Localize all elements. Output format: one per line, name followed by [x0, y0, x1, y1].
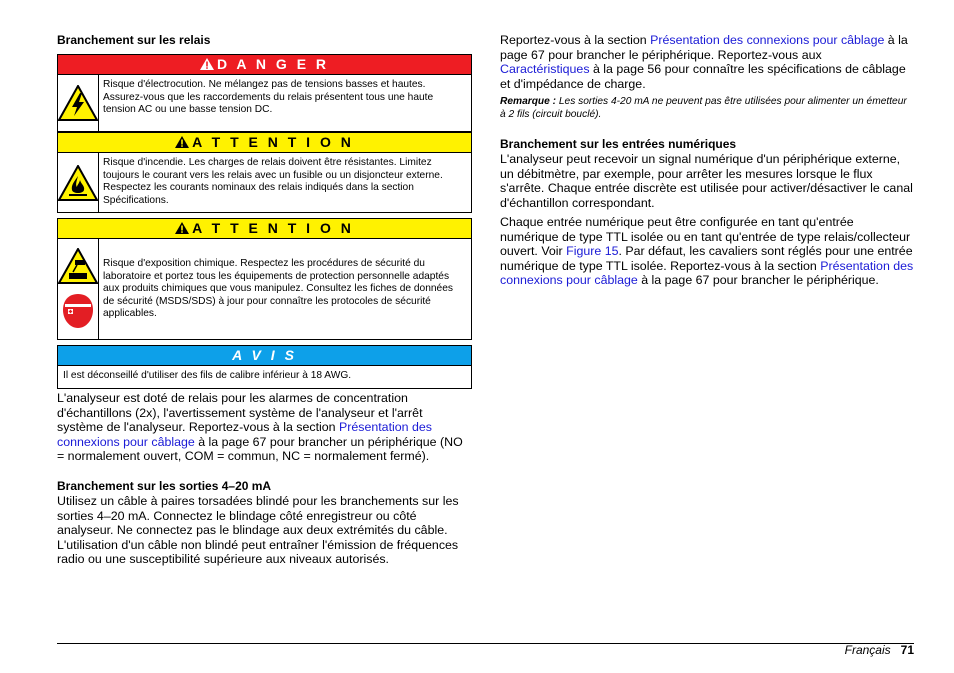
p1-text-a: Reportez-vous à la section	[500, 33, 651, 47]
page-number: 71	[900, 643, 914, 657]
danger-box	[57, 54, 472, 132]
p1-text-b: à la page 67 pour brancher le périphérique. Reportez-vous aux	[500, 33, 908, 62]
attention-fire-text: Risque d'incendie. Les charges de relais doivent être résistantes. Limitez toujours le courant vers les relais avec un fusible ou un disjoncteur externe. Respectez les courants nominaux des relais indiqués dans la section Spécifications.	[103, 157, 443, 206]
danger-icon-cell	[58, 75, 99, 131]
chemical-hazard-icon	[58, 248, 98, 284]
note-label: Remarque :	[500, 96, 557, 107]
note-text: Les sorties 4-20 mA ne peuvent pas être utilisées pour alimenter un émetteur à 2 fils (circuit bouclé).	[500, 96, 907, 120]
notice-text: Il est déconseillé d'utiliser des fils de calibre inférieur à 18 AWG.	[63, 370, 352, 381]
attention-fire-header	[58, 133, 471, 153]
attention-fire-label: A T T E N T I O N	[192, 134, 354, 150]
relay-para-text-a: L'analyseur est doté de relais pour les alarmes de concentration d'échantillons (2x), l'avertissement système de l'analyseur et l'arrêt système de l'analyseur. Reportez-vous à la section	[57, 391, 423, 435]
warning-triangle-icon	[175, 222, 189, 234]
warning-triangle-icon	[200, 58, 214, 70]
p1-text-c: à la page 56 pour connaître les spécifications de câblage et d'impédance de charge.	[500, 62, 906, 91]
danger-body	[58, 75, 471, 131]
footer-rule	[57, 643, 914, 644]
outputs-heading: Branchement sur les sorties 4–20 mA	[57, 479, 272, 493]
relay-paragraph	[57, 391, 472, 464]
attention-fire-icon-cell	[58, 153, 99, 212]
attention-chemical-label: A T T E N T I O N	[192, 220, 354, 236]
outputs-paragraph: Utilisez un câble à paires torsadées blindé pour les branchements sur les sorties 4–20 mA. Connectez le blindage côté enregistreur ou côté analyseur. Ne connectez pas le blindage aux deux extrémités du câble. L'utilisation d'un câble non blindé peut entraîner l'émission de fréquences radio ou une susceptibilité supérieure aux niveaux autorisés.	[57, 494, 459, 567]
wiring-link-1[interactable]: Présentation des connexions pour câblage	[57, 420, 432, 449]
footer-language: Français	[844, 643, 891, 657]
attention-chemical-box	[57, 218, 472, 340]
attention-chemical-body	[58, 239, 471, 339]
attention-fire-body	[58, 153, 471, 212]
notice-header: A V I S	[58, 346, 471, 366]
figure-15-link[interactable]: Figure 15	[566, 244, 619, 259]
attention-chemical-header	[58, 219, 471, 239]
danger-text: Risque d'électrocution. Ne mélangez pas de tensions basses et hautes. Assurez-vous que les raccordements du relais présentent tous une haute tension AC ou une basse tension DC.	[103, 79, 434, 116]
attention-fire-box	[57, 132, 472, 213]
note	[500, 96, 914, 121]
wiring-link-3[interactable]: Présentation des connexions pour câblage	[500, 258, 914, 288]
attention-chemical-text: Risque d'exposition chimique. Respectez les procédures de sécurité du laboratoire et portez tous les équipements de protection personnelle adaptés aux produits chimiques que vous manipulez. Consultez les fiches de données de sécurité (MSDS/SDS) à jour pour connaître les protocoles de sécurité applicables.	[103, 258, 453, 320]
relay-para-text-b: à la page 67 pour brancher un périphérique (NO = normalement ouvert, COM = commun, NC = normalement fermé).	[57, 434, 463, 464]
dp2-text-a: Chaque entrée numérique peut être configurée en tant qu'entrée numérique de type TTL isolée ou en tant qu'entrée de type relais/collecteur ouvert. Voir	[500, 215, 911, 259]
danger-header	[58, 55, 471, 75]
relay-heading: Branchement sur les relais	[57, 33, 211, 47]
wiring-link-2[interactable]: Présentation des connexions pour câblage	[650, 33, 885, 47]
attention-chemical-icon-cell	[58, 239, 99, 339]
dp2-text-b: . Par défaut, les cavaliers sont réglés pour une entrée numérique de type TTL isolée. Reportez-vous à la section	[500, 244, 913, 273]
dp2-text-c: à la page 67 pour brancher le périphérique.	[637, 273, 879, 288]
footer	[845, 643, 914, 657]
digital-heading: Branchement sur les entrées numériques	[500, 137, 737, 151]
digital-paragraph-1: L'analyseur peut recevoir un signal numérique d'un périphérique externe, un débitmètre, par exemple, pour arrêter les mesures lorsque le flux s'arrête. Chaque entrée discrète est utilisée pour activer/désactiver le canal d'échantillon correspondant.	[500, 152, 913, 210]
warning-triangle-icon	[175, 136, 189, 148]
digital-paragraph-2	[500, 215, 914, 288]
right-paragraph-1	[500, 33, 914, 91]
specifications-link[interactable]: Caractéristiques	[500, 62, 590, 77]
electrical-hazard-icon	[58, 85, 98, 121]
danger-label: D A N G E R	[216, 56, 330, 72]
fire-hazard-icon	[58, 165, 98, 201]
face-shield-ppe-icon	[61, 292, 95, 330]
notice-box	[57, 345, 472, 389]
